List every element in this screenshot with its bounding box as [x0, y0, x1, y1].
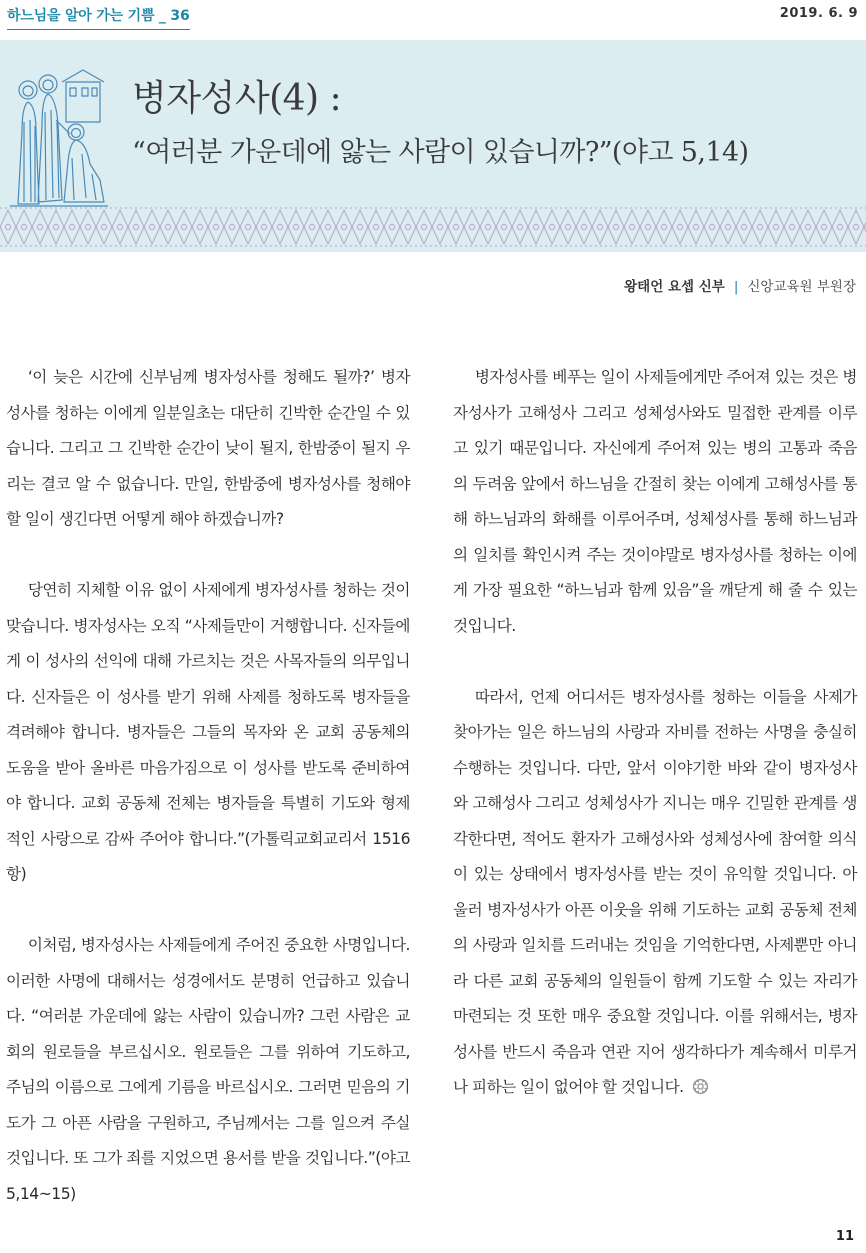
header-band — [0, 40, 866, 252]
flower-ornament-icon — [692, 1078, 709, 1095]
article-subtitle-quote: “여러분 가운데에 앓는 사람이 있습니까?”(야고 5,14) — [132, 137, 749, 168]
paragraph: 병자성사를 베푸는 일이 사제들에게만 주어져 있는 것은 병자성사가 고해성사 그리고 성체성사와도 밀접한 관계를 이루고 있기 때문입니다. 자신에게 주어져 있는 병의 고통과 죽음의 두려움 앞에서 하느님을 간절히 찾는 이에게 고해성사를 통해 하느님과의 화해를 이루어주며, 성체성사를 통해 하느님과의 일치를 확인시켜 주는 것이야말로 병자성사를 청하는 이에게 가장 필요한 “하느님과 함께 있음”을 깨닫게 해 줄 수 있는 것입니다. — [453, 368, 857, 635]
author-byline — [624, 275, 856, 295]
paragraph — [453, 680, 857, 1106]
article-title: 병자성사(4) : — [132, 78, 342, 119]
decorative-border — [0, 204, 866, 250]
paragraph: 이처럼, 병자성사는 사제들에게 주어진 중요한 사명입니다. 이러한 사명에 대해서는 성경에서도 분명히 언급하고 있습니다. “여러분 가운데에 앓는 사람이 있습니까? 그런 사람은 교회의 원로들을 부르십시오. 원로들은 그를 위하여 기도하고, 주님의 이름으로 그에게 기름을 바르십시오. 그러면 믿음의 기도가 그 아픈 사람을 구원하고, 주님께서는 그를 일으켜 주실 것입니다. 또 그가 죄를 지었으면 용서를 받을 것입니다.”(야고 5,14~15) — [6, 936, 410, 1203]
paragraph-text: 따라서, 언제 어디서든 병자성사를 청하는 이들을 사제가 찾아가는 일은 하느님의 사랑과 자비를 전하는 사명을 충실히 수행하는 것입니다. 다만, 앞서 이야기한 바와 같이 병자성사와 고해성사 그리고 성체성사가 지니는 매우 긴밀한 관계를 생각한다면, 적어도 환자가 고해성사와 성체성사에 참여할 의식이 있는 상태에서 병자성사를 받는 것이 유익할 것입니다. 아울러 병자성사가 아픈 이웃을 위해 기도하는 교회 공동체 전체의 사랑과 일치를 드러내는 것임을 기억한다면, 사제뿐만 아니라 다른 교회 공동체의 일원들이 함께 기도할 수 있는 자리가 마련되는 것 또한 매우 중요할 것입니다. 이를 위해서는, 병자성사를 반드시 죽음과 연관 지어 생각하다가 계속해서 미루거나 피하는 일이 없어야 할 것입니다. — [453, 687, 857, 1096]
paragraph: ‘이 늦은 시간에 신부님께 병자성사를 청해도 될까?’ 병자성사를 청하는 이에게 일분일초는 대단히 긴박한 순간일 수 있습니다. 그리고 그 긴박한 순간이 낮이 될지, 한밤중이 될지 우리는 결코 알 수 없습니다. 만일, 한밤중에 병자성사를 청해야 할 일이 생긴다면 어떻게 해야 하겠습니까? — [6, 368, 410, 528]
series-label: 하느님을 알아 가는 기쁨 _ 36 — [7, 5, 190, 30]
saints-illustration — [4, 62, 112, 212]
issue-date: 2019. 6. 9 — [779, 6, 858, 21]
left-column — [6, 360, 410, 1248]
author-name: 왕태언 요셉 신부 — [624, 279, 725, 295]
paragraph: 당연히 지체할 이유 없이 사제에게 병자성사를 청하는 것이 맞습니다. 병자성사는 오직 “사제들만이 거행합니다. 신자들에게 이 성사의 선익에 대해 가르치는 것은 사목자들의 의무입니다. 신자들은 이 성사를 받기 위해 사제를 청하도록 병자들을 격려해야 합니다. 병자들은 그들의 목자와 온 교회 공동체의 도움을 받아 올바른 마음가짐으로 이 성사를 받도록 준비하여야 합니다. 교회 공동체 전체는 병자들을 특별히 기도와 형제적인 사랑으로 감싸 주어야 합니다.”(가톨릭교회교리서 1516항) — [6, 581, 410, 883]
right-column — [453, 360, 857, 1141]
byline-separator: | — [733, 279, 739, 295]
author-role: 신앙교육원 부원장 — [747, 279, 856, 295]
page-number: 11 — [835, 1229, 854, 1244]
